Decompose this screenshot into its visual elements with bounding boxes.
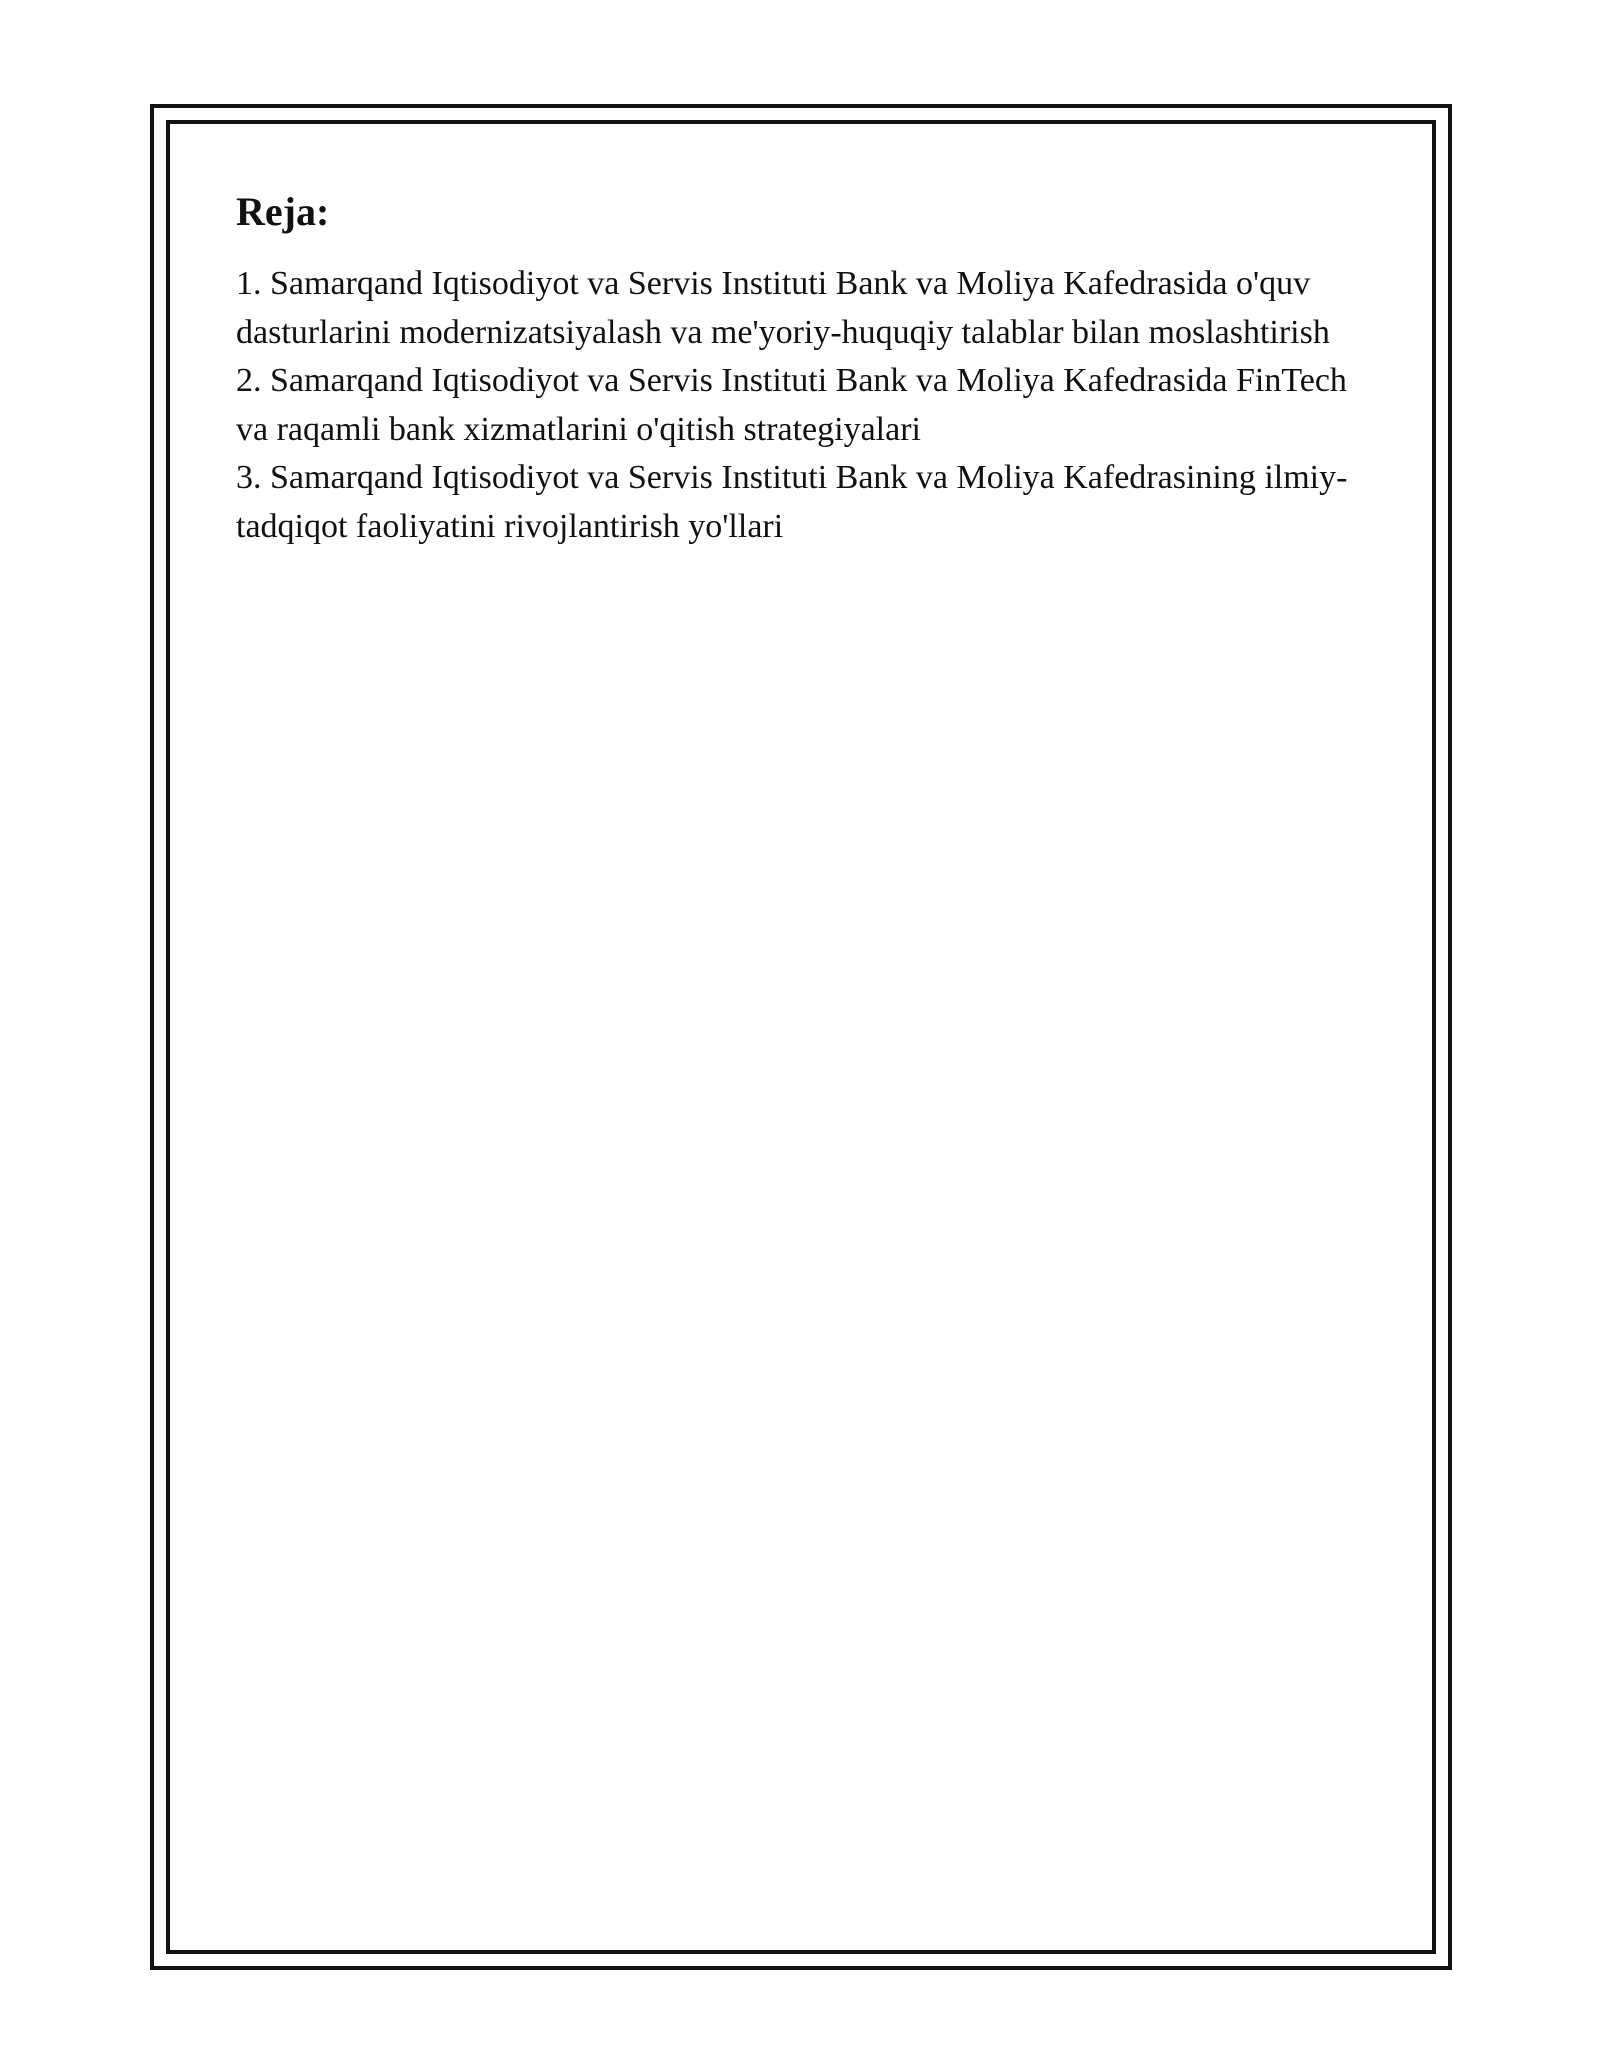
plan-item-2: 2. Samarqand Iqtisodiyot va Servis Instituti Bank va Moliya Kafedrasida FinTech va raqamli bank xizmatlarini o'qitish strategiyalari xyxy=(236,362,1347,448)
plan-heading: Reja: xyxy=(236,189,330,234)
plan-item-3: 3. Samarqand Iqtisodiyot va Servis Instituti Bank va Moliya Kafedrasining ilmiy-tadqiqot faoliyatini rivojlantirish yo'llari xyxy=(236,459,1348,545)
document-content xyxy=(236,186,1356,551)
plan-item-1: 1. Samarqand Iqtisodiyot va Servis Instituti Bank va Moliya Kafedrasida o'quv dasturlarini modernizatsiyalash va me'yoriy-huquqiy talablar bilan moslashtirish xyxy=(236,265,1330,351)
plan-list xyxy=(236,260,1356,551)
